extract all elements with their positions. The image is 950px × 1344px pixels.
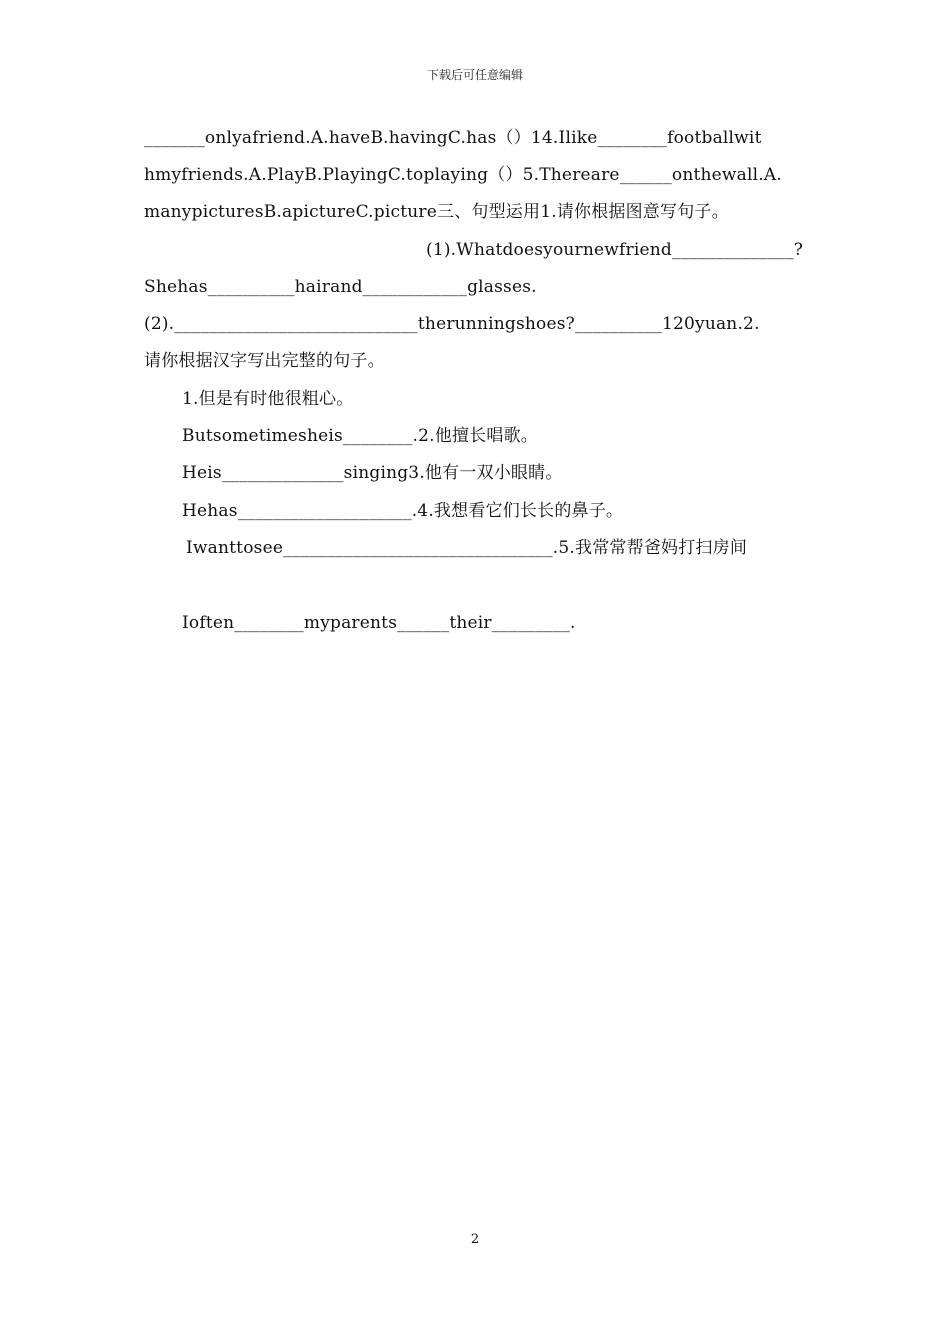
text-line-1: _______onlyafriend.A.haveB.havingC.has（）14.Ilike________footballwit [144,128,762,148]
text-line-10: Heis______________singing3.他有一双小眼睛。 [182,463,563,483]
text-line-4: (1).Whatdoesyournewfriend______________? [426,240,804,260]
text-line-13: Ioften________myparents______their_________. [182,613,576,633]
text-line-6: (2).____________________________therunningshoes?__________120yuan.2. [144,314,760,334]
text-line-12: Iwanttosee_______________________________.5.我常常帮爸妈打扫房间 [186,538,748,558]
page-header: 下载后可任意编辑 [426,68,523,82]
text-line-7: 请你根据汉字写出完整的句子。 [144,351,385,371]
text-line-9: Butsometimesheis________.2.他擅长唱歌。 [182,426,538,446]
text-line-8: 1.但是有时他很粗心。 [182,389,354,409]
text-line-2: hmyfriends.A.PlayB.PlayingC.toplaying（）5.Thereare______onthewall.A. [144,165,782,185]
page-number: 2 [470,1232,480,1247]
text-line-3: manypicturesB.apictureC.picture三、句型运用1.请你根据图意写句子。 [144,202,729,222]
text-line-11: Hehas____________________.4.我想看它们长长的鼻子。 [182,501,624,521]
text-line-5: Shehas__________hairand____________glasses. [144,277,537,297]
